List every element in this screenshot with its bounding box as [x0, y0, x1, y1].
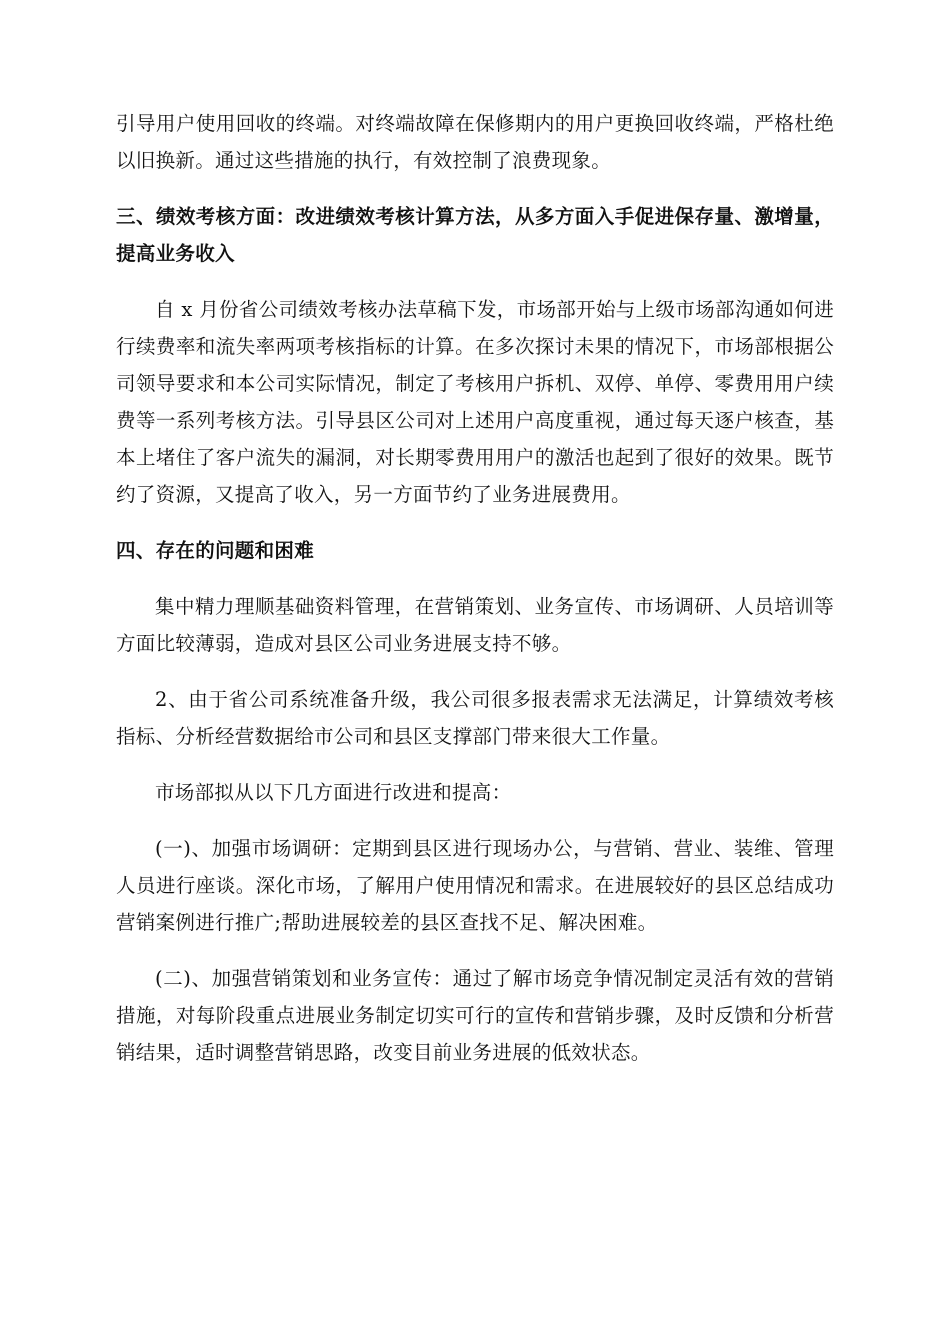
paragraph-3: 集中精力理顺基础资料管理，在营销策划、业务宣传、市场调研、人员培训等方面比较薄弱，造成对县区公司业务进展支持不够。: [116, 595, 834, 655]
paragraph-6: (一)、加强市场调研：定期到县区进行现场办公，与营销、营业、装维、管理人员进行座谈。深化市场，了解用户使用情况和需求。在进展较好的县区总结成功营销案例进行推广;帮助进展较差的县区查找不足、解决困难。: [116, 837, 834, 934]
section-heading-4: 四、存在的问题和困难: [116, 539, 315, 562]
paragraph-5: 市场部拟从以下几方面进行改进和提高：: [155, 781, 512, 804]
paragraph-7: (二)、加强营销策划和业务宣传：通过了解市场竞争情况制定灵活有效的营销措施，对每阶段重点进展业务制定切实可行的宣传和营销步骤，及时反馈和分析营销结果，适时调整营销思路，改变目前业务进展的低效状态。: [116, 967, 834, 1064]
document-body: [116, 105, 834, 1090]
paragraph-1: 引导用户使用回收的终端。对终端故障在保修期内的用户更换回收终端，严格杜绝以旧换新。通过这些措施的执行，有效控制了浪费现象。: [116, 112, 834, 172]
paragraph-2: 自 x 月份省公司绩效考核办法草稿下发，市场部开始与上级市场部沟通如何进行续费率和流失率两项考核指标的计算。在多次探讨未果的情况下，市场部根据公司领导要求和本公司实际情况，制定了考核用户拆机、双停、单停、零费用用户续费等一系列考核方法。引导县区公司对上述用户高度重视，通过每天逐户核查，基本上堵住了客户流失的漏洞，对长期零费用用户的激活也起到了很好的效果。既节约了资源，又提高了收入，另一方面节约了业务进展费用。: [116, 298, 834, 506]
paragraph-4: 2、由于省公司系统准备升级，我公司很多报表需求无法满足，计算绩效考核指标、分析经营数据给市公司和县区支撑部门带来很大工作量。: [116, 688, 834, 748]
section-heading-3: 三、绩效考核方面：改进绩效考核计算方法，从多方面入手促进保存量、激增量，提高业务收入: [116, 205, 834, 265]
